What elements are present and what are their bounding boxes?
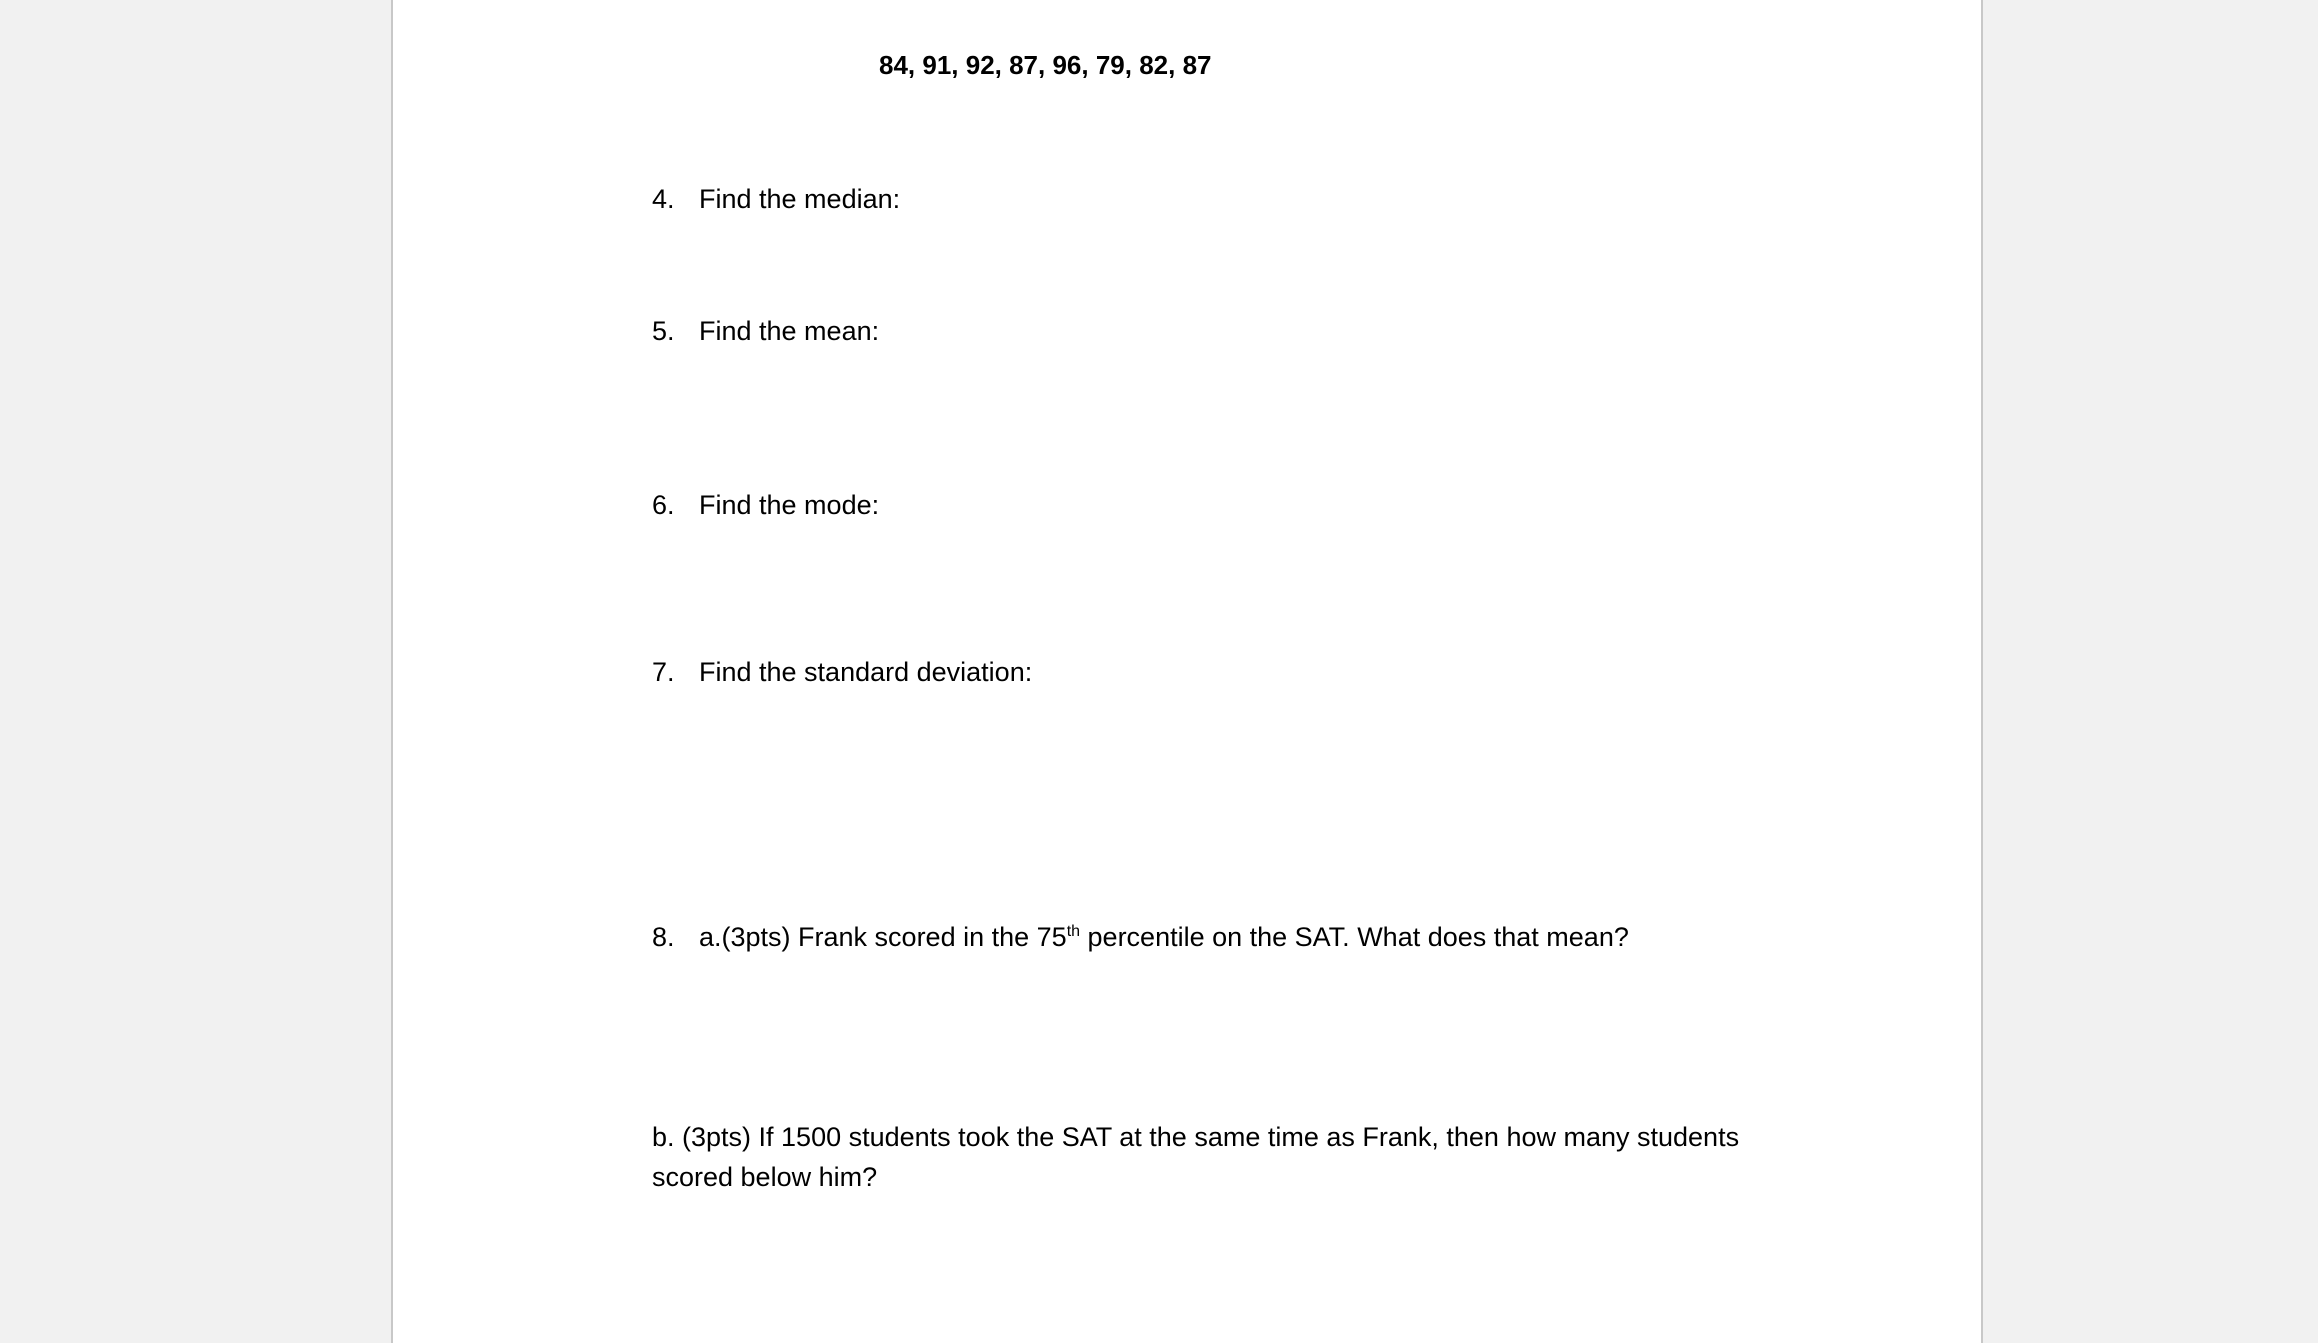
question-8b: b. (3pts) If 1500 students took the SAT at the same time as Frank, then how many students scored below him? xyxy=(652,1122,1740,1192)
ordinal-superscript: th xyxy=(1066,923,1081,940)
question-number: 4. xyxy=(652,184,675,214)
question-4 xyxy=(652,184,900,215)
question-text-end: percentile on the SAT. What does that mean? xyxy=(1080,922,1629,952)
question-text: Find the mode: xyxy=(699,490,880,520)
document-page xyxy=(391,0,1983,1343)
question-7 xyxy=(652,657,1032,688)
question-number: 7. xyxy=(652,657,675,687)
question-6 xyxy=(652,490,879,521)
question-5 xyxy=(652,316,879,347)
question-text-start: a.(3pts) Frank scored in the 75 xyxy=(699,922,1067,952)
question-number: 5. xyxy=(652,316,675,346)
dataset-values: 84, 91, 92, 87, 96, 79, 82, 87 xyxy=(879,50,1212,80)
question-8a xyxy=(652,922,1629,953)
question-text: Find the median: xyxy=(699,184,901,214)
question-text: Find the standard deviation: xyxy=(699,657,1033,687)
question-number: 8. xyxy=(652,922,675,952)
question-number: 6. xyxy=(652,490,675,520)
question-text: Find the mean: xyxy=(699,316,880,346)
